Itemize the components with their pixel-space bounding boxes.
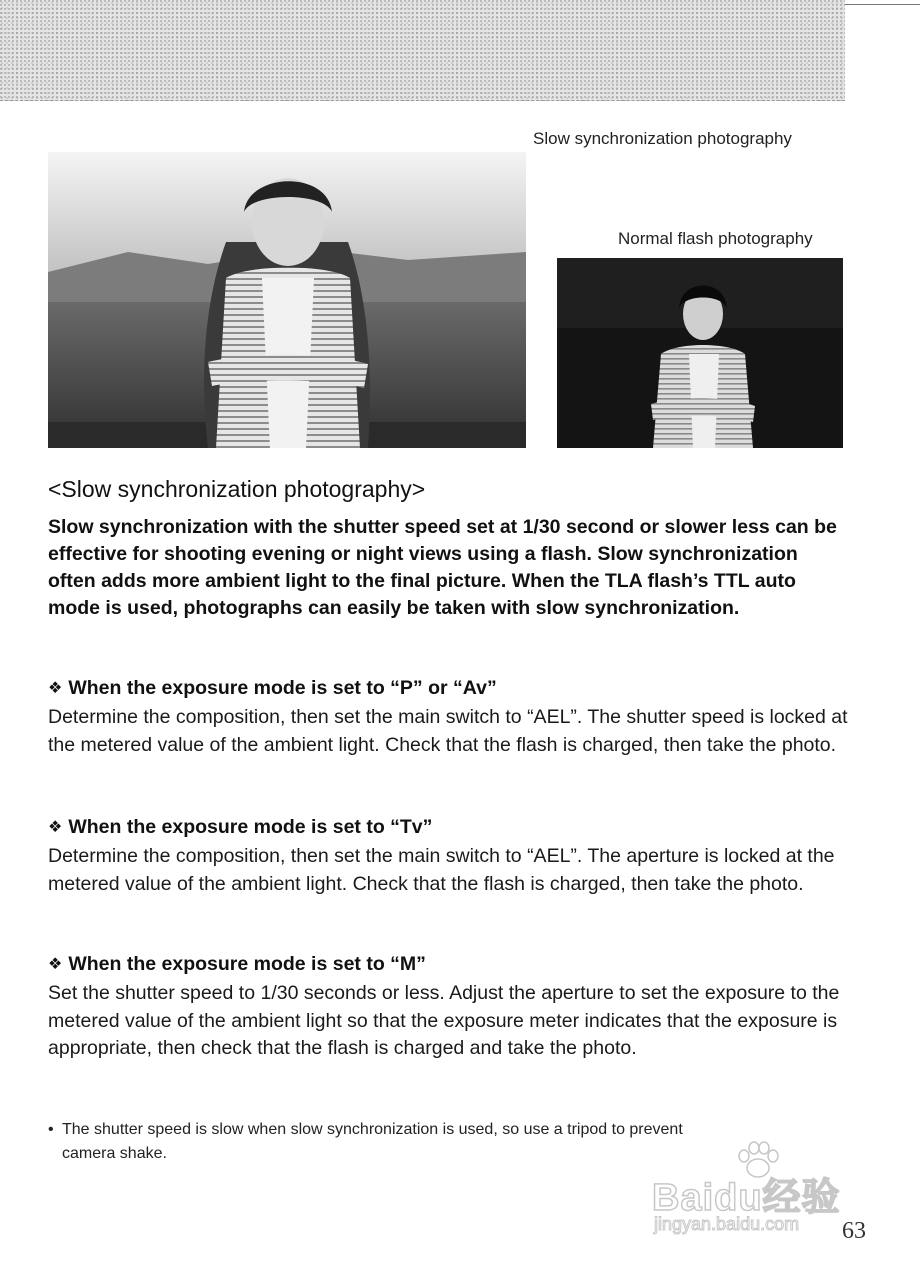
caption-normal-flash: Normal flash photography — [618, 229, 813, 248]
watermark-brand: Baidu经验 — [652, 1177, 841, 1219]
mode-heading — [48, 951, 848, 979]
mode-heading-text: When the exposure mode is set to “P” or “Av” — [68, 677, 497, 699]
note-line-1: The shutter speed is slow when slow synchronization is used, so use a tripod to prevent — [62, 1121, 683, 1138]
mode-block-m — [48, 951, 848, 1063]
diamond-bullet-icon: ❖ — [48, 680, 63, 697]
mode-body: Set the shutter speed to 1/30 seconds or less. Adjust the aperture to set the exposure to the metered value of the ambient light so that the exposure meter indicates that the exposure is appropriate, then check that the flash is charged and take the photo. — [48, 982, 840, 1059]
normal-flash-photo-image — [557, 258, 843, 448]
diamond-bullet-icon: ❖ — [48, 819, 63, 836]
note-line-2: camera shake. — [62, 1145, 167, 1162]
mode-heading — [48, 675, 848, 703]
mode-block-tv — [48, 814, 848, 898]
intro-paragraph: Slow synchronization with the shutter speed set at 1/30 second or slower less can be effective for shooting evening or night views using a flash. Slow synchronization often adds more ambient light to the final picture. When the TLA flash’s TTL auto mode is used, photographs can easily be taken with slow synchronization. — [48, 516, 837, 619]
caption-slow-sync: Slow synchronization photography — [533, 129, 792, 148]
mode-body: Determine the composition, then set the main switch to “AEL”. The aperture is locked at the metered value of the ambient light. Check that the flash is charged, then take the photo. — [48, 845, 835, 895]
page-number: 63 — [842, 1218, 866, 1244]
section-title: <Slow synchronization photography> — [48, 476, 426, 502]
mode-heading — [48, 814, 848, 842]
header-halftone-band — [0, 0, 845, 101]
photo-slow-sync — [48, 152, 526, 448]
note-bullet: • — [48, 1121, 54, 1138]
mode-body: Determine the composition, then set the main switch to “AEL”. The shutter speed is locked at the metered value of the ambient light. Check that the flash is charged, then take the photo. — [48, 706, 848, 756]
mode-heading-text: When the exposure mode is set to “Tv” — [68, 816, 433, 838]
mode-block-p-av — [48, 675, 848, 759]
watermark-url: jingyan.baidu.com — [654, 1214, 800, 1234]
mode-heading-text: When the exposure mode is set to “M” — [68, 953, 426, 975]
diamond-bullet-icon: ❖ — [48, 956, 63, 973]
photo-normal-flash — [557, 258, 843, 448]
slow-sync-photo-image — [48, 152, 526, 448]
